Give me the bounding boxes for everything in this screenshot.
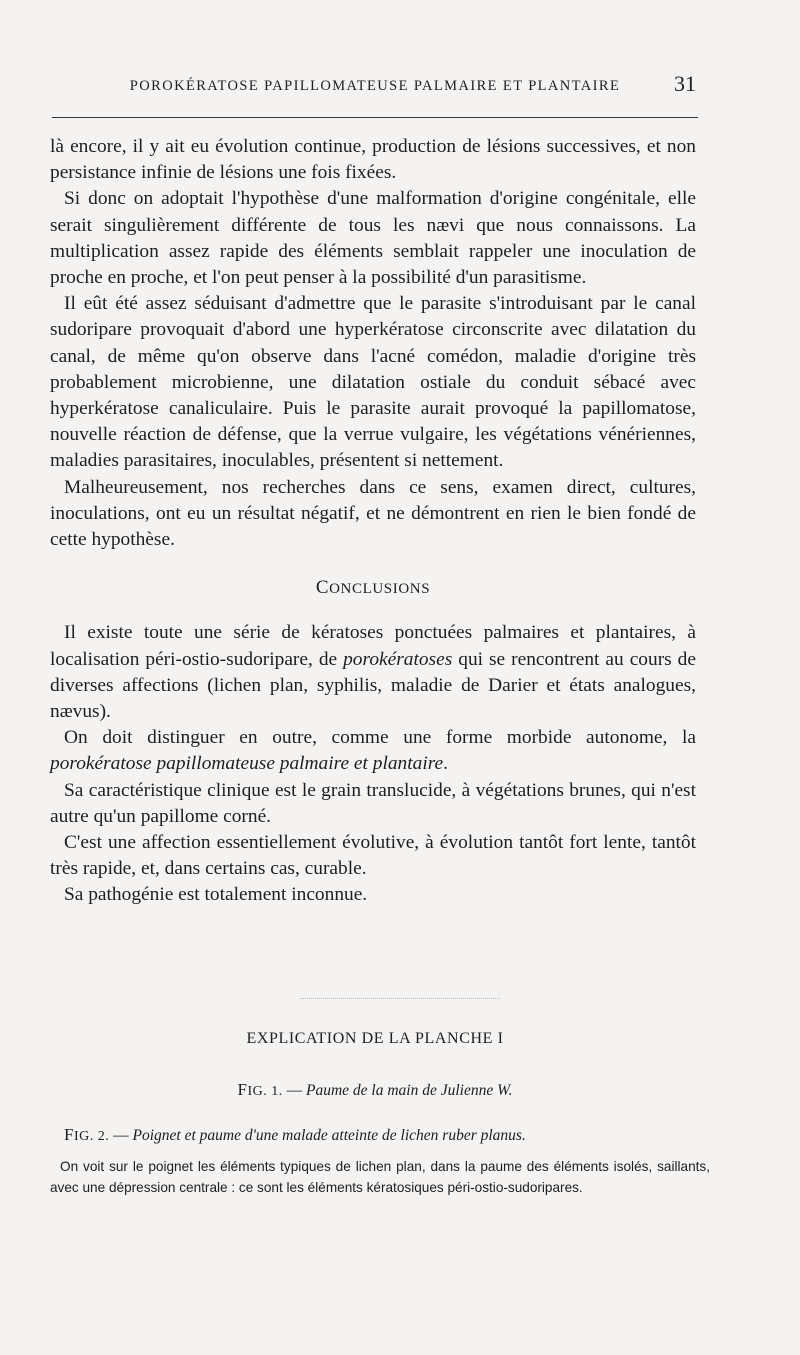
figure-2-legend xyxy=(64,1125,704,1145)
conclusion-2-term: porokératose papillomateuse palmaire et plantaire xyxy=(50,753,444,775)
figure-1-legend xyxy=(50,1080,700,1100)
conclusion-paragraph-5: Sa pathogénie est totalement inconnue. xyxy=(64,884,368,906)
conclusion-2-text-a: On doit distinguer en outre, comme une forme morbide autonome, la xyxy=(64,727,696,749)
section-separator xyxy=(300,998,500,1003)
conclusion-paragraph-2 xyxy=(50,725,696,777)
figure-1-label-rest: IG. 1. xyxy=(247,1084,283,1099)
figure-1-dash: — xyxy=(282,1082,306,1099)
conclusion-1-text-b: qui se rencontrent au cours de diverses affections (lichen plan, syphilis, maladie de Darier et états analogues, nævus). xyxy=(50,648,696,723)
paragraph-4: Malheureusement, nos recherches dans ce sens, examen direct, cultures, inoculations, ont eu un résultat négatif, et ne démontrent en rien le bien fondé de cette hypothèse. xyxy=(50,476,696,551)
conclusion-paragraph-3: Sa caractéristique clinique est le grain translucide, à végétations brunes, qui n'est autre qu'un papillome corné. xyxy=(50,779,696,827)
header-rule xyxy=(52,117,698,118)
figure-2-text: Poignet et paume d'une malade atteinte de lichen ruber planus. xyxy=(132,1127,526,1144)
conclusion-1-term: porokératoses xyxy=(343,648,453,670)
figure-2-label xyxy=(64,1125,110,1144)
conclusions-heading xyxy=(50,575,696,602)
conclusions-heading-rest: ONCLUSIONS xyxy=(329,581,431,598)
figure-2-dash: — xyxy=(109,1127,133,1144)
conclusion-paragraph-4: C'est une affection essentiellement évolutive, à évolution tantôt fort lente, tantôt très rapide, et, dans certains cas, curable. xyxy=(50,832,696,880)
figure-2-label-rest: IG. 2. xyxy=(73,1129,110,1144)
conclusion-paragraph-1 xyxy=(50,620,696,725)
conclusions-heading-initial: C xyxy=(315,577,330,599)
conclusion-2-text-b: . xyxy=(443,753,449,775)
explication-heading: EXPLICATION DE LA PLANCHE I xyxy=(246,1030,504,1047)
figure-1-text: Paume de la main de Julienne W. xyxy=(306,1082,513,1099)
paragraph-1: là encore, il y ait eu évolution continue, production de lésions successives, et non persistance infinie de lésions une fois fixées. xyxy=(50,136,696,184)
paragraph-2: Si donc on adoptait l'hypothèse d'une malformation d'origine congénitale, elle serait singulièrement différente de tous les nævi que nous connaissons. La multiplication assez rapide des éléments semblait rappeler une inoculation de proche en proche, et l'on peut penser à la possibilité d'un parasitisme. xyxy=(50,188,696,289)
figure-1-label xyxy=(237,1080,283,1099)
conclusion-1-text-a: Il existe toute une série de kératoses ponctuées palmaires et plantaires, à localisation péri-ostio-sudoripare, de xyxy=(50,622,696,670)
running-title: POROKÉRATOSE PAPILLOMATEUSE PALMAIRE ET PLANTAIRE xyxy=(129,78,621,94)
figure-1-label-initial: F xyxy=(237,1080,248,1099)
plate-caption: On voit sur le poignet les éléments typiques de lichen plan, dans la paume des éléments isolés, saillants, avec une dépression centrale : ce sont les éléments kératosiques péri-ostio-sudoripares. xyxy=(50,1159,710,1195)
figure-2-label-initial: F xyxy=(64,1125,74,1144)
main-text xyxy=(50,134,696,909)
page-number: 31 xyxy=(674,71,696,96)
paragraph-3: Il eût été assez séduisant d'admettre que le parasite s'introduisant par le canal sudoripare provoquait d'abord une hyperkératose circonscrite avec dilatation du canal, de même qu'on observe dans l'acné comédon, maladie d'origine très probablement microbienne, une dilatation ostiale du conduit sébacé avec hyperkératose canaliculaire. Puis le parasite aurait provoqué la papillomatose, nouvelle réaction de défense, que la verrue vulgaire, les végétations vénériennes, maladies parasitaires, inoculables, présentent si nettement. xyxy=(50,293,696,472)
